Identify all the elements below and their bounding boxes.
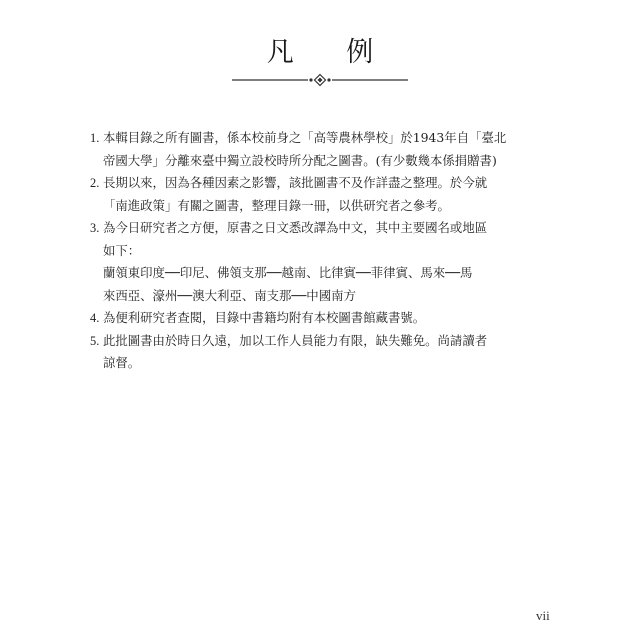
note-number: 2.: [90, 176, 100, 190]
page-number: vii: [536, 608, 550, 623]
note-line: 為便利研究者查閱，目錄中書籍均附有本校圖書館藏書號。: [103, 310, 426, 325]
note-line: 如下：: [103, 242, 141, 258]
note-number: 3.: [90, 221, 100, 235]
note-line: 來西亞、濠州──澳大利亞、南支那──中國南方: [103, 287, 356, 303]
note-line: 諒督。: [103, 355, 141, 370]
note-item-3: [90, 217, 530, 307]
note-item-2: [90, 172, 530, 217]
note-item-4: [90, 307, 530, 330]
page-title: 凡 例: [266, 37, 396, 68]
note-line: 本輯目錄之所有圖書，係本校前身之「高等農林學校」於1943年自「臺北: [103, 130, 507, 145]
note-line: 蘭領東印度──印尼、佛領支那──越南、比律賓──菲律賓、馬來──馬: [103, 265, 473, 280]
note-number: 5.: [90, 333, 100, 348]
note-number: 4.: [90, 311, 100, 325]
note-line: 「南進政策」有關之圖書，整理目錄一冊，以供研究者之參考。: [103, 197, 450, 213]
note-line: 為今日研究者之方便，原書之日文悉改譯為中文，其中主要國名或地區: [103, 220, 488, 235]
note-item-1: [90, 127, 530, 172]
note-number: 1.: [90, 131, 100, 145]
note-line: 長期以來，因為各種因素之影響，該批圖書不及作詳盡之整理。於今就: [103, 175, 488, 190]
note-line: 此批圖書由於時日久遠，加以工作人員能力有限，缺失難免。尚請讀者: [103, 332, 488, 348]
notes-list: [90, 127, 530, 375]
note-item-5: [90, 330, 530, 375]
title-ornament-divider: [232, 73, 408, 87]
note-line: 帝國大學」分離來臺中獨立設校時所分配之圖書。(有少數幾本係捐贈書): [103, 152, 497, 168]
